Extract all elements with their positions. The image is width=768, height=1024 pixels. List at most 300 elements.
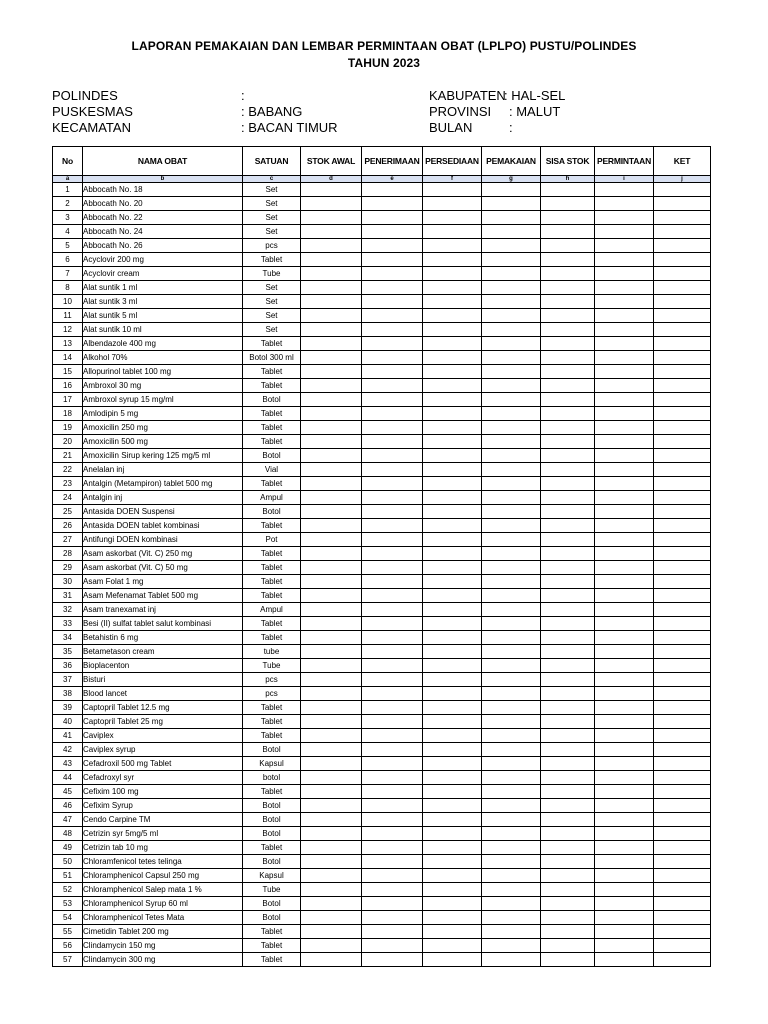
cell-stok-awal[interactable] [301,519,362,533]
cell-sisa-stok[interactable] [541,757,595,771]
cell-persediaan[interactable] [423,673,482,687]
cell-stok-awal[interactable] [301,393,362,407]
cell-ket[interactable] [654,883,711,897]
cell-ket[interactable] [654,379,711,393]
cell-penerimaan[interactable] [362,463,423,477]
cell-penerimaan[interactable] [362,309,423,323]
cell-stok-awal[interactable] [301,589,362,603]
cell-pemakaian[interactable] [482,799,541,813]
cell-sisa-stok[interactable] [541,183,595,197]
cell-pemakaian[interactable] [482,225,541,239]
cell-stok-awal[interactable] [301,281,362,295]
cell-ket[interactable] [654,589,711,603]
cell-penerimaan[interactable] [362,519,423,533]
cell-pemakaian[interactable] [482,323,541,337]
cell-pemakaian[interactable] [482,463,541,477]
cell-pemakaian[interactable] [482,239,541,253]
cell-pemakaian[interactable] [482,281,541,295]
cell-permintaan[interactable] [595,855,654,869]
cell-pemakaian[interactable] [482,421,541,435]
cell-stok-awal[interactable] [301,295,362,309]
cell-sisa-stok[interactable] [541,449,595,463]
cell-pemakaian[interactable] [482,407,541,421]
cell-permintaan[interactable] [595,939,654,953]
cell-sisa-stok[interactable] [541,617,595,631]
cell-persediaan[interactable] [423,239,482,253]
cell-ket[interactable] [654,799,711,813]
cell-persediaan[interactable] [423,379,482,393]
cell-persediaan[interactable] [423,561,482,575]
cell-stok-awal[interactable] [301,323,362,337]
cell-pemakaian[interactable] [482,183,541,197]
cell-pemakaian[interactable] [482,533,541,547]
cell-stok-awal[interactable] [301,729,362,743]
cell-sisa-stok[interactable] [541,351,595,365]
cell-stok-awal[interactable] [301,379,362,393]
cell-pemakaian[interactable] [482,617,541,631]
cell-permintaan[interactable] [595,897,654,911]
cell-permintaan[interactable] [595,757,654,771]
cell-sisa-stok[interactable] [541,435,595,449]
cell-ket[interactable] [654,673,711,687]
cell-penerimaan[interactable] [362,337,423,351]
cell-persediaan[interactable] [423,883,482,897]
cell-stok-awal[interactable] [301,869,362,883]
cell-ket[interactable] [654,897,711,911]
cell-ket[interactable] [654,757,711,771]
cell-ket[interactable] [654,533,711,547]
cell-persediaan[interactable] [423,771,482,785]
cell-penerimaan[interactable] [362,421,423,435]
cell-persediaan[interactable] [423,477,482,491]
cell-stok-awal[interactable] [301,617,362,631]
cell-sisa-stok[interactable] [541,197,595,211]
cell-permintaan[interactable] [595,267,654,281]
cell-persediaan[interactable] [423,813,482,827]
cell-ket[interactable] [654,687,711,701]
cell-penerimaan[interactable] [362,799,423,813]
cell-persediaan[interactable] [423,939,482,953]
cell-persediaan[interactable] [423,351,482,365]
cell-pemakaian[interactable] [482,309,541,323]
cell-pemakaian[interactable] [482,435,541,449]
cell-pemakaian[interactable] [482,253,541,267]
cell-pemakaian[interactable] [482,911,541,925]
cell-stok-awal[interactable] [301,407,362,421]
cell-pemakaian[interactable] [482,757,541,771]
cell-persediaan[interactable] [423,449,482,463]
cell-penerimaan[interactable] [362,477,423,491]
cell-ket[interactable] [654,421,711,435]
cell-pemakaian[interactable] [482,631,541,645]
cell-pemakaian[interactable] [482,211,541,225]
cell-stok-awal[interactable] [301,659,362,673]
cell-sisa-stok[interactable] [541,239,595,253]
cell-pemakaian[interactable] [482,939,541,953]
cell-persediaan[interactable] [423,281,482,295]
cell-penerimaan[interactable] [362,533,423,547]
cell-sisa-stok[interactable] [541,295,595,309]
cell-permintaan[interactable] [595,673,654,687]
cell-persediaan[interactable] [423,743,482,757]
cell-pemakaian[interactable] [482,925,541,939]
cell-pemakaian[interactable] [482,645,541,659]
cell-permintaan[interactable] [595,393,654,407]
cell-persediaan[interactable] [423,701,482,715]
cell-stok-awal[interactable] [301,925,362,939]
cell-penerimaan[interactable] [362,715,423,729]
cell-sisa-stok[interactable] [541,687,595,701]
cell-ket[interactable] [654,295,711,309]
cell-pemakaian[interactable] [482,603,541,617]
cell-sisa-stok[interactable] [541,337,595,351]
cell-permintaan[interactable] [595,491,654,505]
cell-penerimaan[interactable] [362,841,423,855]
cell-sisa-stok[interactable] [541,785,595,799]
cell-pemakaian[interactable] [482,715,541,729]
cell-persediaan[interactable] [423,925,482,939]
cell-sisa-stok[interactable] [541,701,595,715]
cell-penerimaan[interactable] [362,323,423,337]
cell-pemakaian[interactable] [482,743,541,757]
cell-ket[interactable] [654,939,711,953]
cell-pemakaian[interactable] [482,197,541,211]
cell-pemakaian[interactable] [482,953,541,967]
cell-pemakaian[interactable] [482,337,541,351]
cell-ket[interactable] [654,827,711,841]
cell-persediaan[interactable] [423,491,482,505]
cell-sisa-stok[interactable] [541,281,595,295]
cell-pemakaian[interactable] [482,841,541,855]
cell-permintaan[interactable] [595,827,654,841]
cell-sisa-stok[interactable] [541,309,595,323]
cell-stok-awal[interactable] [301,197,362,211]
cell-stok-awal[interactable] [301,491,362,505]
cell-persediaan[interactable] [423,757,482,771]
cell-sisa-stok[interactable] [541,897,595,911]
cell-penerimaan[interactable] [362,659,423,673]
cell-penerimaan[interactable] [362,407,423,421]
cell-sisa-stok[interactable] [541,505,595,519]
cell-permintaan[interactable] [595,449,654,463]
cell-permintaan[interactable] [595,197,654,211]
cell-stok-awal[interactable] [301,561,362,575]
cell-stok-awal[interactable] [301,253,362,267]
cell-penerimaan[interactable] [362,393,423,407]
cell-sisa-stok[interactable] [541,267,595,281]
cell-ket[interactable] [654,211,711,225]
cell-pemakaian[interactable] [482,547,541,561]
cell-stok-awal[interactable] [301,631,362,645]
cell-penerimaan[interactable] [362,827,423,841]
cell-ket[interactable] [654,351,711,365]
cell-ket[interactable] [654,659,711,673]
cell-persediaan[interactable] [423,631,482,645]
cell-penerimaan[interactable] [362,575,423,589]
cell-pemakaian[interactable] [482,855,541,869]
cell-persediaan[interactable] [423,337,482,351]
cell-permintaan[interactable] [595,309,654,323]
cell-sisa-stok[interactable] [541,841,595,855]
cell-permintaan[interactable] [595,323,654,337]
cell-penerimaan[interactable] [362,617,423,631]
cell-stok-awal[interactable] [301,435,362,449]
cell-ket[interactable] [654,183,711,197]
cell-permintaan[interactable] [595,925,654,939]
cell-stok-awal[interactable] [301,673,362,687]
cell-pemakaian[interactable] [482,295,541,309]
cell-persediaan[interactable] [423,841,482,855]
cell-pemakaian[interactable] [482,575,541,589]
cell-penerimaan[interactable] [362,211,423,225]
cell-sisa-stok[interactable] [541,799,595,813]
cell-sisa-stok[interactable] [541,589,595,603]
cell-permintaan[interactable] [595,813,654,827]
cell-permintaan[interactable] [595,365,654,379]
cell-permintaan[interactable] [595,561,654,575]
cell-stok-awal[interactable] [301,477,362,491]
cell-ket[interactable] [654,813,711,827]
cell-penerimaan[interactable] [362,365,423,379]
cell-penerimaan[interactable] [362,603,423,617]
cell-stok-awal[interactable] [301,813,362,827]
cell-penerimaan[interactable] [362,883,423,897]
cell-permintaan[interactable] [595,799,654,813]
cell-persediaan[interactable] [423,589,482,603]
cell-permintaan[interactable] [595,533,654,547]
cell-permintaan[interactable] [595,883,654,897]
cell-ket[interactable] [654,743,711,757]
cell-stok-awal[interactable] [301,533,362,547]
cell-penerimaan[interactable] [362,813,423,827]
cell-ket[interactable] [654,253,711,267]
cell-pemakaian[interactable] [482,505,541,519]
cell-pemakaian[interactable] [482,813,541,827]
cell-persediaan[interactable] [423,323,482,337]
cell-pemakaian[interactable] [482,267,541,281]
cell-permintaan[interactable] [595,953,654,967]
cell-sisa-stok[interactable] [541,925,595,939]
cell-permintaan[interactable] [595,519,654,533]
cell-stok-awal[interactable] [301,771,362,785]
cell-pemakaian[interactable] [482,883,541,897]
cell-sisa-stok[interactable] [541,729,595,743]
cell-stok-awal[interactable] [301,351,362,365]
cell-ket[interactable] [654,855,711,869]
cell-penerimaan[interactable] [362,897,423,911]
cell-penerimaan[interactable] [362,743,423,757]
cell-pemakaian[interactable] [482,449,541,463]
cell-pemakaian[interactable] [482,379,541,393]
cell-pemakaian[interactable] [482,393,541,407]
cell-penerimaan[interactable] [362,589,423,603]
cell-permintaan[interactable] [595,729,654,743]
cell-ket[interactable] [654,463,711,477]
cell-ket[interactable] [654,869,711,883]
cell-stok-awal[interactable] [301,701,362,715]
cell-stok-awal[interactable] [301,827,362,841]
cell-sisa-stok[interactable] [541,659,595,673]
cell-pemakaian[interactable] [482,477,541,491]
cell-pemakaian[interactable] [482,351,541,365]
cell-ket[interactable] [654,365,711,379]
cell-permintaan[interactable] [595,239,654,253]
cell-persediaan[interactable] [423,533,482,547]
cell-penerimaan[interactable] [362,449,423,463]
cell-sisa-stok[interactable] [541,603,595,617]
cell-penerimaan[interactable] [362,771,423,785]
cell-persediaan[interactable] [423,435,482,449]
cell-persediaan[interactable] [423,687,482,701]
cell-ket[interactable] [654,701,711,715]
cell-permintaan[interactable] [595,295,654,309]
cell-permintaan[interactable] [595,645,654,659]
cell-penerimaan[interactable] [362,953,423,967]
cell-sisa-stok[interactable] [541,379,595,393]
cell-permintaan[interactable] [595,785,654,799]
cell-permintaan[interactable] [595,379,654,393]
cell-sisa-stok[interactable] [541,911,595,925]
cell-persediaan[interactable] [423,659,482,673]
cell-sisa-stok[interactable] [541,715,595,729]
cell-ket[interactable] [654,477,711,491]
cell-ket[interactable] [654,911,711,925]
cell-ket[interactable] [654,771,711,785]
cell-permintaan[interactable] [595,421,654,435]
cell-pemakaian[interactable] [482,701,541,715]
cell-penerimaan[interactable] [362,645,423,659]
cell-stok-awal[interactable] [301,953,362,967]
cell-pemakaian[interactable] [482,869,541,883]
cell-stok-awal[interactable] [301,757,362,771]
cell-ket[interactable] [654,645,711,659]
cell-permintaan[interactable] [595,631,654,645]
cell-ket[interactable] [654,225,711,239]
cell-ket[interactable] [654,197,711,211]
cell-permintaan[interactable] [595,463,654,477]
cell-persediaan[interactable] [423,911,482,925]
cell-sisa-stok[interactable] [541,827,595,841]
cell-permintaan[interactable] [595,435,654,449]
cell-sisa-stok[interactable] [541,631,595,645]
cell-stok-awal[interactable] [301,939,362,953]
cell-stok-awal[interactable] [301,911,362,925]
cell-stok-awal[interactable] [301,841,362,855]
cell-penerimaan[interactable] [362,351,423,365]
cell-sisa-stok[interactable] [541,323,595,337]
cell-persediaan[interactable] [423,211,482,225]
cell-stok-awal[interactable] [301,365,362,379]
cell-sisa-stok[interactable] [541,421,595,435]
cell-pemakaian[interactable] [482,365,541,379]
cell-stok-awal[interactable] [301,645,362,659]
cell-sisa-stok[interactable] [541,855,595,869]
cell-persediaan[interactable] [423,225,482,239]
cell-pemakaian[interactable] [482,673,541,687]
cell-stok-awal[interactable] [301,799,362,813]
cell-persediaan[interactable] [423,827,482,841]
cell-stok-awal[interactable] [301,449,362,463]
cell-sisa-stok[interactable] [541,253,595,267]
cell-ket[interactable] [654,519,711,533]
cell-penerimaan[interactable] [362,253,423,267]
cell-permintaan[interactable] [595,477,654,491]
cell-sisa-stok[interactable] [541,463,595,477]
cell-pemakaian[interactable] [482,729,541,743]
cell-permintaan[interactable] [595,407,654,421]
cell-ket[interactable] [654,505,711,519]
cell-ket[interactable] [654,407,711,421]
cell-permintaan[interactable] [595,743,654,757]
cell-permintaan[interactable] [595,659,654,673]
cell-ket[interactable] [654,547,711,561]
cell-permintaan[interactable] [595,281,654,295]
cell-permintaan[interactable] [595,589,654,603]
cell-ket[interactable] [654,337,711,351]
cell-persediaan[interactable] [423,729,482,743]
cell-penerimaan[interactable] [362,855,423,869]
cell-pemakaian[interactable] [482,771,541,785]
cell-permintaan[interactable] [595,337,654,351]
cell-pemakaian[interactable] [482,827,541,841]
cell-persediaan[interactable] [423,575,482,589]
cell-ket[interactable] [654,617,711,631]
cell-sisa-stok[interactable] [541,953,595,967]
cell-permintaan[interactable] [595,715,654,729]
cell-ket[interactable] [654,449,711,463]
cell-stok-awal[interactable] [301,785,362,799]
cell-penerimaan[interactable] [362,225,423,239]
cell-stok-awal[interactable] [301,267,362,281]
cell-persediaan[interactable] [423,617,482,631]
cell-persediaan[interactable] [423,393,482,407]
cell-penerimaan[interactable] [362,505,423,519]
cell-penerimaan[interactable] [362,939,423,953]
cell-permintaan[interactable] [595,575,654,589]
cell-sisa-stok[interactable] [541,491,595,505]
cell-sisa-stok[interactable] [541,673,595,687]
cell-penerimaan[interactable] [362,435,423,449]
cell-sisa-stok[interactable] [541,561,595,575]
cell-pemakaian[interactable] [482,687,541,701]
cell-ket[interactable] [654,239,711,253]
cell-pemakaian[interactable] [482,519,541,533]
cell-penerimaan[interactable] [362,183,423,197]
cell-stok-awal[interactable] [301,211,362,225]
cell-permintaan[interactable] [595,505,654,519]
cell-ket[interactable] [654,841,711,855]
cell-stok-awal[interactable] [301,687,362,701]
cell-stok-awal[interactable] [301,183,362,197]
cell-stok-awal[interactable] [301,897,362,911]
cell-sisa-stok[interactable] [541,813,595,827]
cell-penerimaan[interactable] [362,869,423,883]
cell-permintaan[interactable] [595,351,654,365]
cell-ket[interactable] [654,323,711,337]
cell-persediaan[interactable] [423,407,482,421]
cell-stok-awal[interactable] [301,239,362,253]
cell-stok-awal[interactable] [301,575,362,589]
cell-ket[interactable] [654,575,711,589]
cell-persediaan[interactable] [423,505,482,519]
cell-penerimaan[interactable] [362,687,423,701]
cell-sisa-stok[interactable] [541,519,595,533]
cell-sisa-stok[interactable] [541,477,595,491]
cell-penerimaan[interactable] [362,379,423,393]
cell-ket[interactable] [654,281,711,295]
cell-permintaan[interactable] [595,701,654,715]
cell-penerimaan[interactable] [362,757,423,771]
